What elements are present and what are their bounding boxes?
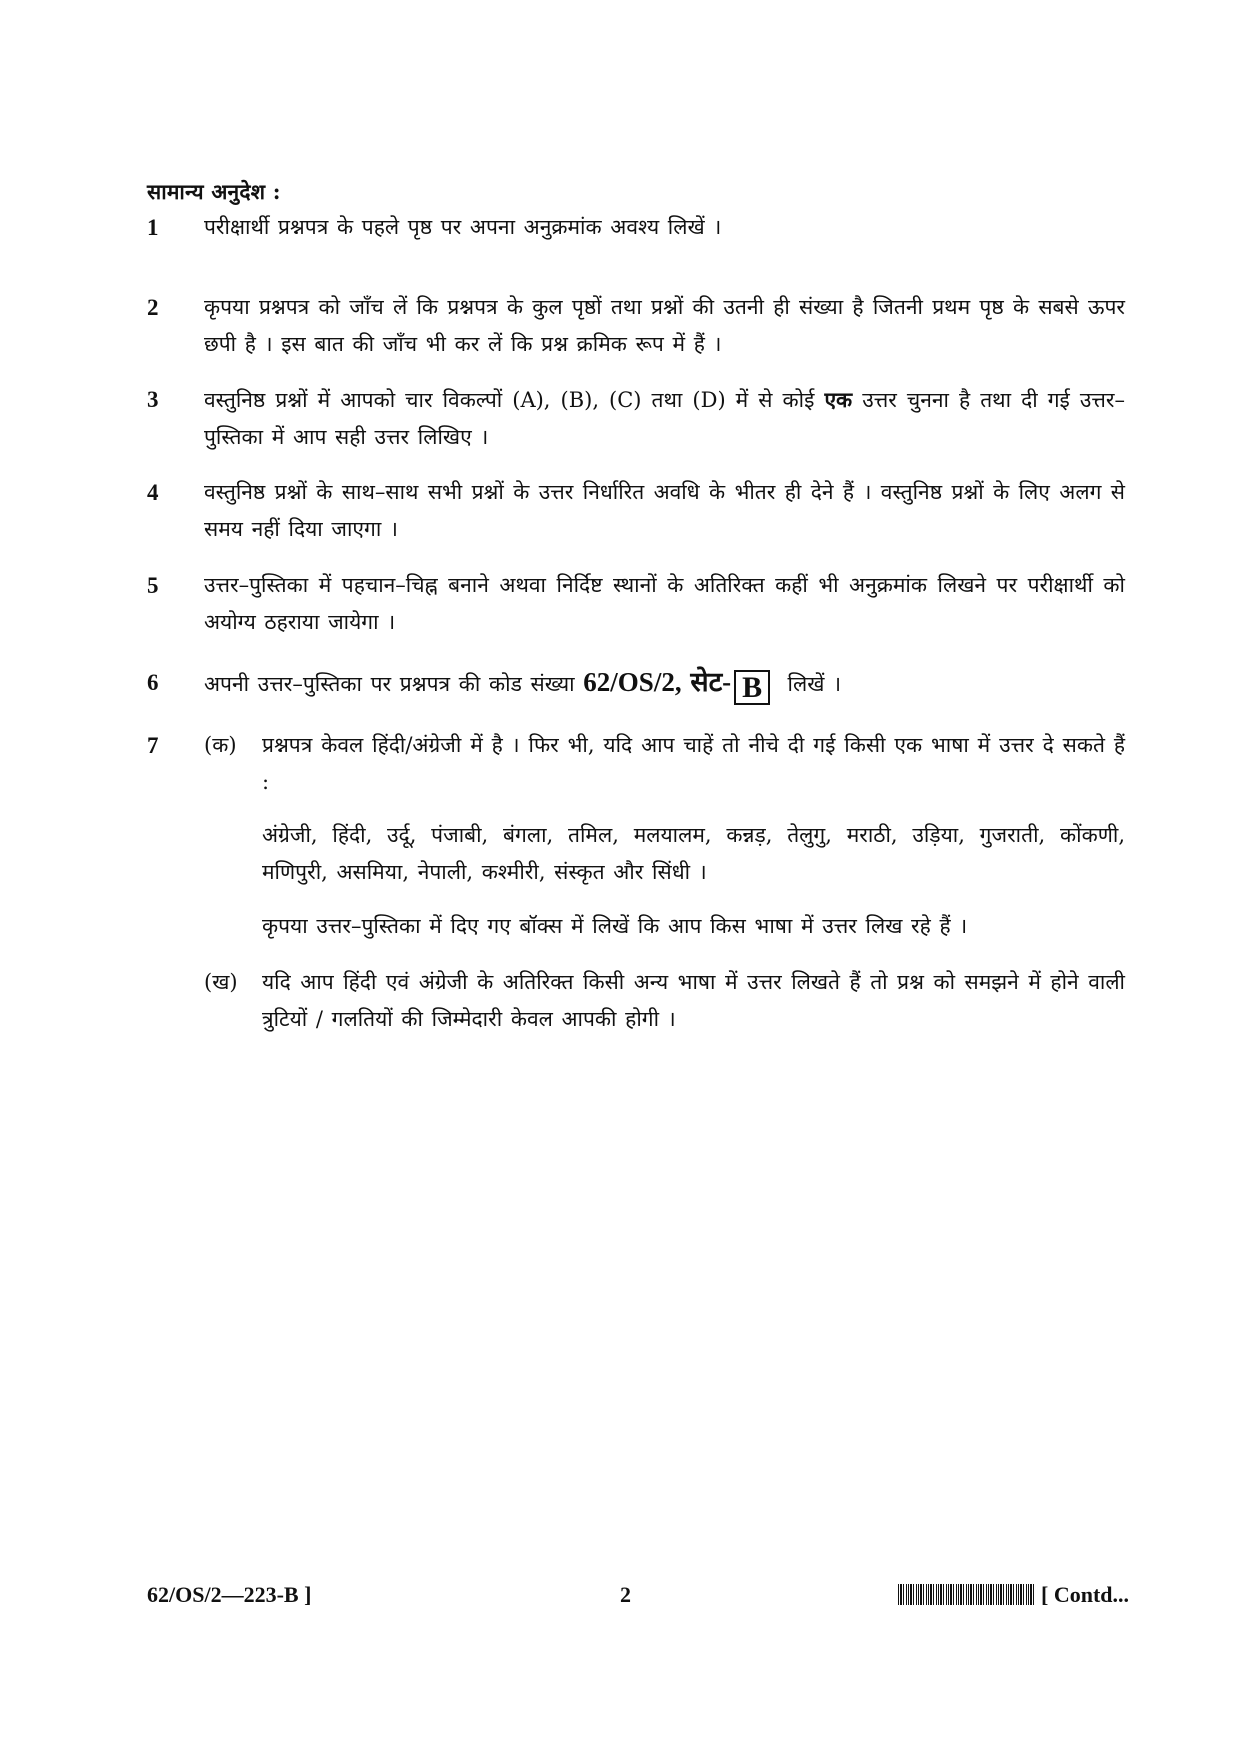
item-text	[204, 381, 1125, 456]
question-paper-code: 62/OS/2, सेट-	[583, 667, 732, 697]
item-text: उत्तर–पुस्तिका में पहचान–चिह्न बनाने अथवा निर्दिष्ट स्थानों के अतिरिक्त कहीं भी अनुक्रमांक लिखने पर परीक्षार्थी को अयोग्य ठहराया जायेगा ।	[204, 573, 1125, 634]
item-text-part: उत्तर चुनना है तथा दी गई उत्तर–पुस्तिका में आप सही उत्तर लिखिए ।	[204, 388, 1125, 449]
set-box: B	[734, 670, 770, 705]
language-note: कृपया उत्तर–पुस्तिका में दिए गए बॉक्स में लिखें कि आप किस भाषा में उत्तर लिख रहे हैं ।	[262, 914, 968, 938]
item-text-part: अपनी उत्तर–पुस्तिका पर प्रश्नपत्र की कोड संख्या	[204, 672, 575, 696]
item-text-emphasis: एक	[824, 387, 853, 412]
page-heading: सामान्य अनुदेश :	[147, 179, 281, 204]
barcode-image	[898, 1584, 1034, 1605]
item-number: 4	[147, 480, 159, 505]
footer-continued: [ Contd...	[1041, 1582, 1130, 1607]
item-number: 2	[147, 295, 159, 320]
item-text: परीक्षार्थी प्रश्नपत्र के पहले पृष्ठ पर अपना अनुक्रमांक अवश्य लिखें ।	[204, 215, 722, 239]
sub-item-text: यदि आप हिंदी एवं अंग्रेजी के अतिरिक्त किसी अन्य भाषा में उत्तर लिखते हैं तो प्रश्न को समझने में होने वाली त्रुटियों / गलतियों की जिम्मेदारी केवल आपकी होगी ।	[262, 970, 1125, 1031]
footer-paper-code: 62/OS/2—223-B ]	[147, 1582, 312, 1607]
item-number: 5	[147, 573, 159, 598]
page-number: 2	[620, 1582, 631, 1607]
sub-item-label: (ख)	[204, 970, 238, 994]
item-number: 6	[147, 670, 159, 695]
item-content	[204, 727, 1125, 1057]
item-number: 7	[147, 733, 159, 758]
item-text	[204, 664, 1125, 705]
sub-item-label: (क)	[204, 733, 237, 757]
item-number: 3	[147, 387, 159, 412]
item-text-part: लिखें ।	[787, 672, 842, 696]
item-text-part: वस्तुनिष्ठ प्रश्नों में आपको चार विकल्पों (A), (B), (C) तथा (D) में से कोई	[204, 388, 815, 412]
item-text: कृपया प्रश्नपत्र को जाँच लें कि प्रश्नपत्र के कुल पृष्ठों तथा प्रश्नों की उतनी ही संख्या है जितनी प्रथम पृष्ठ के सबसे ऊपर छपी है । इस बात की जाँच भी कर लें कि प्रश्न क्रमिक रूप में हैं ।	[204, 295, 1125, 356]
item-number: 1	[147, 215, 159, 240]
item-text: वस्तुनिष्ठ प्रश्नों के साथ–साथ सभी प्रश्नों के उत्तर निर्धारित अवधि के भीतर ही देने हैं । वस्तुनिष्ठ प्रश्नों के लिए अलग से समय नहीं दिया जाएगा ।	[204, 480, 1125, 541]
sub-item-text: प्रश्नपत्र केवल हिंदी/अंग्रेजी में है । फिर भी, यदि आप चाहें तो नीचे दी गई किसी एक भाषा में उत्तर दे सकते हैं :	[262, 733, 1125, 794]
language-list: अंग्रेजी, हिंदी, उर्दू, पंजाबी, बंगला, तमिल, मलयालम, कन्नड़, तेलुगु, मराठी, उड़िया, गुजराती, कोंकणी, मणिपुरी, असमिया, नेपाली, कश्मीरी, संस्कृत और सिंधी ।	[262, 823, 1125, 884]
